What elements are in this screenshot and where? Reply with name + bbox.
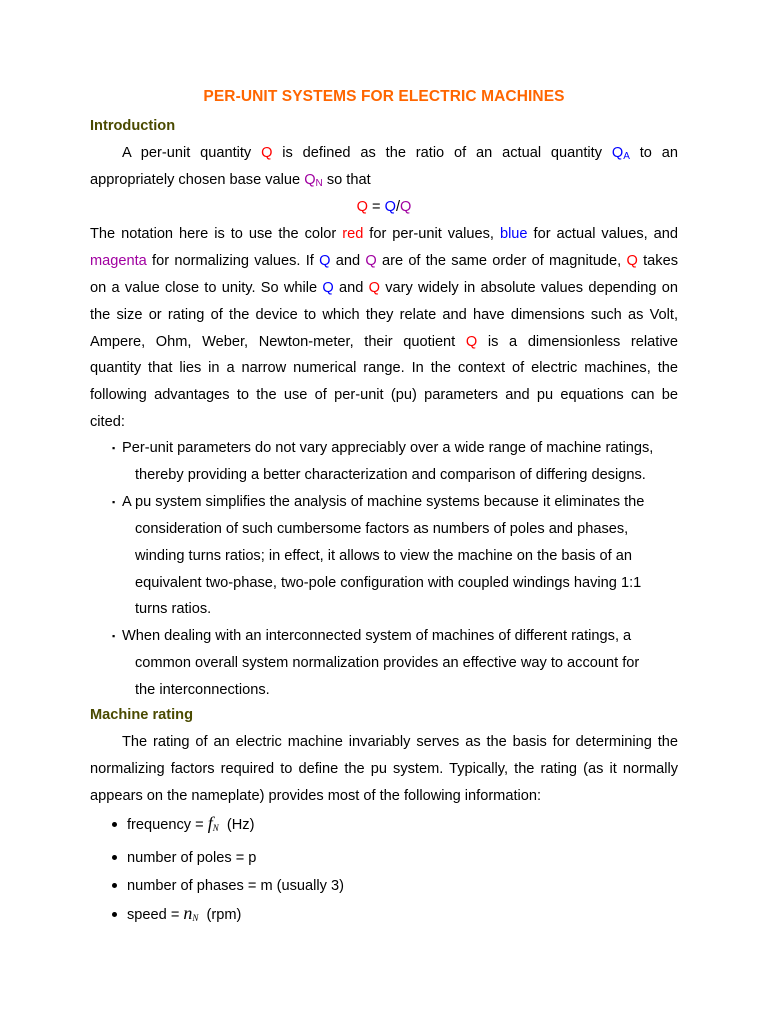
paragraph-line: magenta for normalizing values. If Q and Q are of the same order of magnitude, Q takes [90,252,678,269]
intro-paragraph-2 [90,221,678,436]
page-title: PER-UNIT SYSTEMS FOR ELECTRIC MACHINES [203,88,565,105]
bullet-dot-icon [112,912,117,917]
section-heading-machine-rating: Machine rating [90,707,193,723]
paragraph-line: The rating of an electric machine invariably serves as the basis for determining the [122,734,678,750]
list-item: frequency = $f_N$ (Hz) [112,813,254,834]
paragraph-line: The notation here is to use the color red for per-unit values, blue for actual values, and [90,226,678,242]
square-bullet-icon: ▪ [112,496,116,507]
per-unit-quantity: Q [261,145,273,161]
paragraph-line: the size or rating of the device to which they relate and have dimensions such as Volt, [90,306,678,323]
intro-paragraph-1 [90,140,678,194]
list-item: ▪ A pu system simplifies the analysis of machine systems because it eliminates the consideration of such cumbersome factors as numbers of poles and phases, winding turns ratios; in effect, it allows to view the machine on the basis of an equivalent two-phase, two-pole configuration with coupled windings having 1:1 turns ratios. [112,489,678,624]
speed-symbol: $n_N$ [183,903,199,923]
frequency-symbol: $f_N$ [207,813,219,833]
paragraph-line: Ampere, Ohm, Weber, Newton-meter, their quotient Q is a dimensionless relative [90,333,678,350]
rating-paragraph [90,729,678,810]
paragraph-line: appropriately chosen base value $Q_N$ so that [90,171,371,189]
paragraph-line: cited: [90,414,125,431]
section-heading-introduction: Introduction [90,118,176,134]
base-quantity: $Q_N$ [304,171,323,189]
bullet-dot-icon [112,822,117,827]
square-bullet-icon: ▪ [112,443,116,453]
paragraph-line: on a value close to unity. So while Q and Q vary widely in absolute values depending on [90,279,678,296]
list-item: number of poles = p [112,850,256,866]
paragraph-line: quantity that lies in a narrow numerical range. In the context of electric machines, the [90,360,678,377]
bullet-dot-icon [112,855,117,860]
advantages-list [112,435,678,704]
paragraph-line: following advantages to the use of per-unit (pu) parameters and pu equations can be [90,387,678,404]
paragraph-line: appears on the nameplate) provides most of the following information: [90,787,542,804]
square-bullet-icon: ▪ [112,631,116,642]
list-item: ▪ When dealing with an interconnected system of machines of different ratings, a common overall system normalization provides an effective way to account for the interconnections. [112,623,678,704]
list-item: speed = $n_N$ (rpm) [112,903,241,924]
list-item: ▪ Per-unit parameters do not vary appreciably over a wide range of machine ratings, thereby providing a better characterization and comparison of differing designs. [112,435,678,489]
paragraph-line: normalizing factors required to define the pu system. Typically, the rating (as it normally [90,760,678,777]
per-unit-equation: Q = Q/Q [356,199,412,215]
bullet-dot-icon [112,883,117,888]
list-item: number of phases = m (usually 3) [112,878,344,894]
actual-quantity: $Q_A$ [611,145,630,162]
paragraph-line: A per-unit quantity Q is defined as the ratio of an actual quantity $Q_A$ to an [122,145,679,162]
